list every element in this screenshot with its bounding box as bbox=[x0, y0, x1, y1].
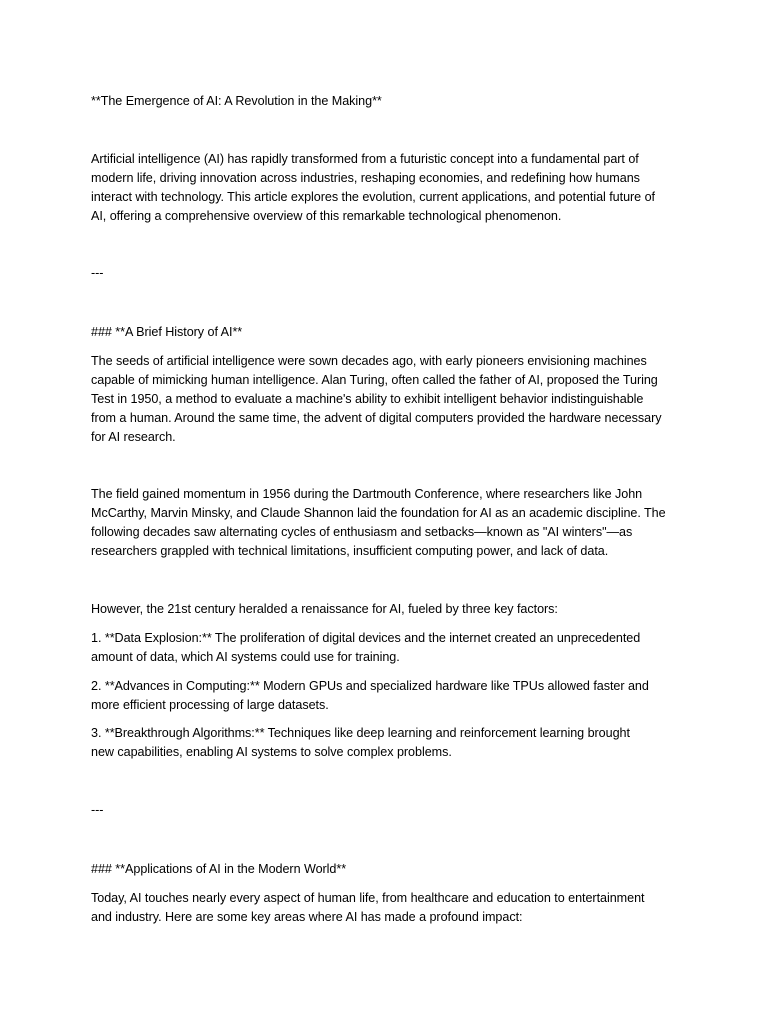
paragraph-line: Today, AI touches nearly every aspect of human life, from healthcare and education to entertainment bbox=[91, 891, 645, 905]
paragraph-line: Test in 1950, a method to evaluate a machine's ability to exhibit intelligent behavior indistinguishable bbox=[91, 392, 644, 406]
list-item-line: new capabilities, enabling AI systems to solve complex problems. bbox=[91, 745, 452, 759]
list-item-line: 2. **Advances in Computing:** Modern GPUs and specialized hardware like TPUs allowed faster and bbox=[91, 679, 649, 693]
applications-heading: ### **Applications of AI in the Modern World** bbox=[91, 862, 347, 876]
paragraph-line: researchers grappled with technical limitations, insufficient computing power, and lack of data. bbox=[91, 544, 609, 558]
paragraph-line: capable of mimicking human intelligence. Alan Turing, often called the father of AI, proposed the Turing bbox=[91, 373, 658, 387]
list-item-line: more efficient processing of large datasets. bbox=[91, 698, 329, 712]
paragraph-line: following decades saw alternating cycles of enthusiasm and setbacks—known as "AI winters"—as bbox=[91, 525, 633, 539]
history-paragraph-3: However, the 21st century heralded a renaissance for AI, fueled by three key factors: bbox=[91, 602, 558, 616]
paragraph-line: Artificial intelligence (AI) has rapidly transformed from a futuristic concept into a fundamental part of bbox=[91, 152, 639, 166]
section-separator: --- bbox=[91, 266, 104, 280]
list-item-line: 1. **Data Explosion:** The proliferation of digital devices and the internet created an unprecedented bbox=[91, 631, 641, 645]
document-title: **The Emergence of AI: A Revolution in the Making** bbox=[91, 94, 382, 108]
history-heading: ### **A Brief History of AI** bbox=[91, 325, 243, 339]
section-separator: --- bbox=[91, 803, 104, 817]
paragraph-line: The field gained momentum in 1956 during the Dartmouth Conference, where researchers like John bbox=[91, 487, 643, 501]
paragraph-line: from a human. Around the same time, the advent of digital computers provided the hardware necessary bbox=[91, 411, 662, 425]
paragraph-line: for AI research. bbox=[91, 430, 176, 444]
paragraph-line: AI, offering a comprehensive overview of this remarkable technological phenomenon. bbox=[91, 209, 562, 223]
paragraph-line: interact with technology. This article explores the evolution, current applications, and potential future of bbox=[91, 190, 655, 204]
paragraph-line: McCarthy, Marvin Minsky, and Claude Shannon laid the foundation for AI as an academic discipline. The bbox=[91, 506, 666, 520]
list-item-line: 3. **Breakthrough Algorithms:** Techniques like deep learning and reinforcement learning brought bbox=[91, 726, 630, 740]
paragraph-line: and industry. Here are some key areas where AI has made a profound impact: bbox=[91, 910, 523, 924]
list-item-line: amount of data, which AI systems could use for training. bbox=[91, 650, 400, 664]
paragraph-line: modern life, driving innovation across industries, reshaping economies, and redefining how humans bbox=[91, 171, 640, 185]
paragraph-line: The seeds of artificial intelligence were sown decades ago, with early pioneers envisioning machines bbox=[91, 354, 647, 368]
